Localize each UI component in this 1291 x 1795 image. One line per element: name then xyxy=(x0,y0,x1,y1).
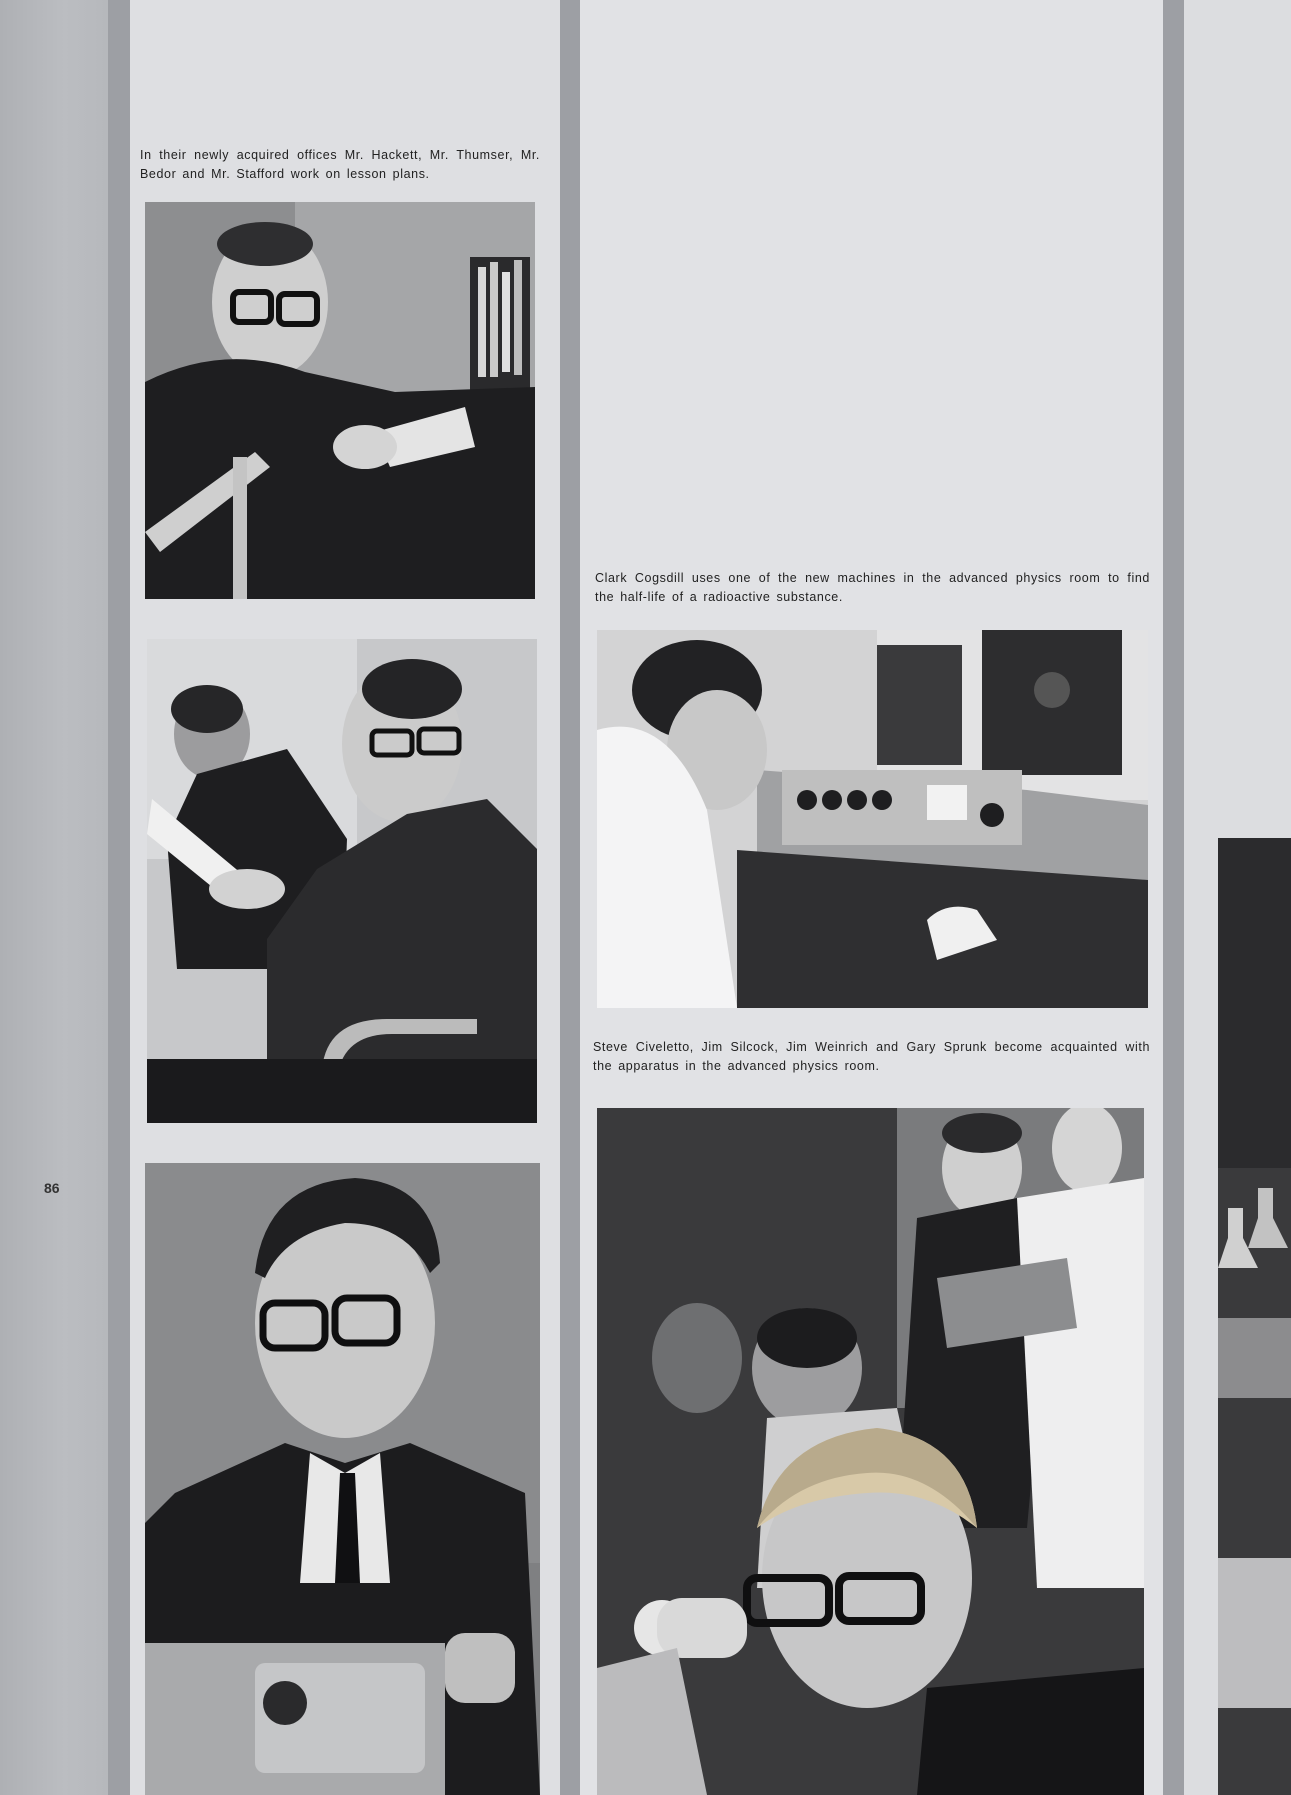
center-divider-stripe xyxy=(560,0,580,1795)
photo-teachers-lesson-plans xyxy=(147,639,537,1123)
next-page-photo-edge xyxy=(1218,838,1291,1795)
photo-teacher-typewriter xyxy=(145,1163,540,1795)
caption-apparatus: Steve Civeletto, Jim Silcock, Jim Weinrich and Gary Sprunk become acquainted with the apparatus in the advanced physics room. xyxy=(593,1040,1150,1073)
left-divider-stripe xyxy=(108,0,130,1795)
photo-teacher-reading xyxy=(145,202,535,599)
left-margin xyxy=(0,0,108,1795)
caption-half-life: Clark Cogsdill uses one of the new machines in the advanced physics room to find the half-life of a radioactive substance. xyxy=(595,571,1150,604)
page-number: 86 xyxy=(44,1180,60,1196)
photo-students-apparatus xyxy=(597,1108,1144,1795)
right-divider-stripe xyxy=(1163,0,1184,1795)
caption-offices: In their newly acquired offices Mr. Hackett, Mr. Thumser, Mr. Bedor and Mr. Stafford work on lesson plans. xyxy=(140,148,540,181)
photo-physics-machine xyxy=(597,630,1148,1008)
